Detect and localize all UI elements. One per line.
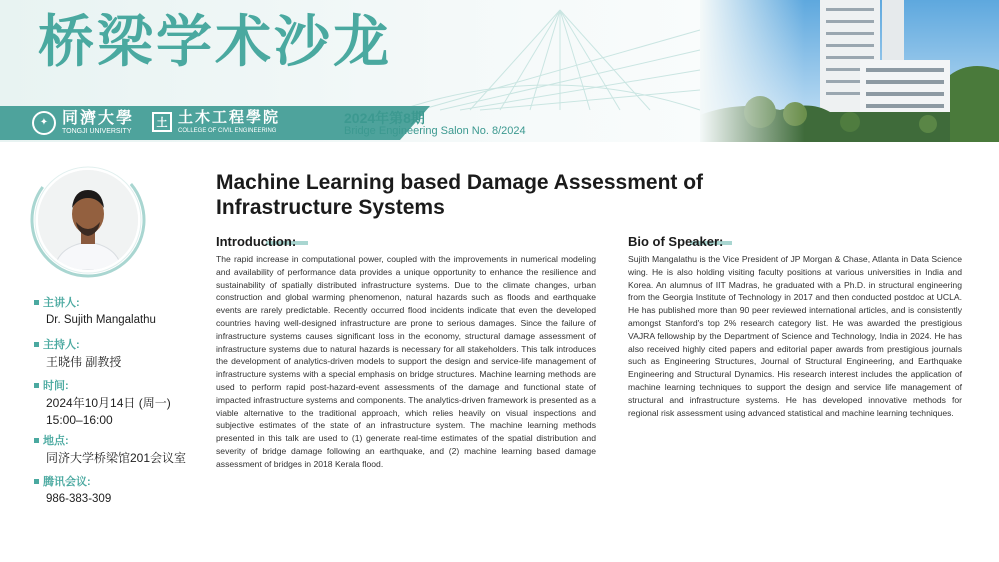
intro-heading: Introduction: [216,234,297,249]
meeting-label: 腾讯会议: [43,476,91,488]
college-emblem-icon: 土 [152,112,172,132]
speaker-field [34,294,156,328]
bullet-icon [34,479,39,484]
time-date: 2024年10月14日 (周一) [46,396,171,410]
speaker-name: Dr. Sujith Mangalathu [46,314,156,326]
university-emblem-icon: ✦ [32,111,56,135]
time-label: 时间: [43,380,69,392]
bullet-icon [34,438,39,443]
tongji-logo [32,110,134,135]
location-value: 同济大学桥梁馆201会议室 [46,451,187,465]
college-name-cn: 土木工程學院 [178,108,281,126]
college-logo [152,110,280,134]
bio-heading: Bio of Speaker: [628,234,724,249]
college-name-en: COLLEGE OF CIVIL ENGINEERING [178,128,277,134]
campus-building-photo [700,0,999,142]
speaker-label: 主讲人: [43,297,80,309]
host-label: 主持人: [43,339,80,351]
header-banner [0,0,999,142]
bullet-icon [34,342,39,347]
series-title: 桥梁学术沙龙 [38,9,392,75]
speaker-photo [38,170,138,270]
time-field [34,377,171,428]
location-label: 地点: [43,435,69,447]
speaker-portrait [28,160,148,280]
talk-title: Machine Learning based Damage Assessment of Infrastructure Systems [216,171,704,219]
issue-number-cn: 2024年第8期 [344,110,425,126]
bio-text: Sujith Mangalathu is the Vice President of JP Morgan & Chase, Atlanta in Data Science wing. He is also holding visiting faculty positions at various universities in India and Korea. An alumnus of IIT Madras, he graduated with a Ph.D. in structural engineering from the Georgia Institute of Technology in 2017 and then conducted postdoc at UCLA. He has published more than 90 peer reviewed international articles, and is consistently amongst Stanford's top 2% research category list. He was awarded the prestigious VAJRA fellowship by the Department of Science and Technology, India in 2024. He has also received highly cited papers and editorial paper awards from prestigious journals such as Engineering Structures, Journal of Structural Engineering, and Earthquake Engineering and Structural Dynamics. His research interest includes the application of machine learning techniques to support the design and service life management of structural and infrastructure systems. He has developed innovative methods for regional risk assessment using advanced statistical and machine learning techniques. [628,254,962,418]
university-name-cn: 同濟大學 [62,108,135,127]
time-range: 15:00–16:00 [46,413,113,427]
meeting-field [34,473,111,507]
intro-text: The rapid increase in computational power, coupled with the improvements in numerical modeling and availability of performance data provides a unique opportunity to enhance the resilience and sustainability of spatially distributed infrastructure systems. Due to the climate changes, urban construction and global warming phenomenon, natural hazards such as floods and earthquake events are rarely predictable. Recently occurred flood incidents indicate that even the developed countries having well-designed infrastructure are prone to serious damages. Since the failure of infrastructure systems causes significant loss in the economy, structural damage assessment of infrastructure systems due to natural hazards is necessary for all stakeholders. This talk introduces the development of analytics-driven models to support the design and service-life management of infrastructure systems with a special emphasis on bridge structures. Machine learning methods are used to perform rapid post-hazard-event assessments of the damage and functional state of impacted infrastructure systems and components. The analytics-driven framework is presented as a viable alternative to the traditional approach, which relies heavily on visual inspections and subjective estimates of the state of an infrastructure system. The machine learning methods presented in this talk are used to (1) generate real-time estimates of the spatial distribution and severity of bridge damage following an earthquake, and (2) machine learning based damage assessment of bridges in 2018 Kerala flood. [216,254,596,469]
host-name: 王晓伟 副教授 [46,355,122,369]
meeting-id: 986-383-309 [46,493,112,505]
bullet-icon [34,300,39,305]
issue-number-en: Bridge Engineering Salon No. 8/2024 [344,125,526,137]
university-name-en: TONGJI UNIVERSITY [62,128,132,135]
location-field [34,432,186,466]
bullet-icon [34,383,39,388]
host-field [34,336,121,370]
